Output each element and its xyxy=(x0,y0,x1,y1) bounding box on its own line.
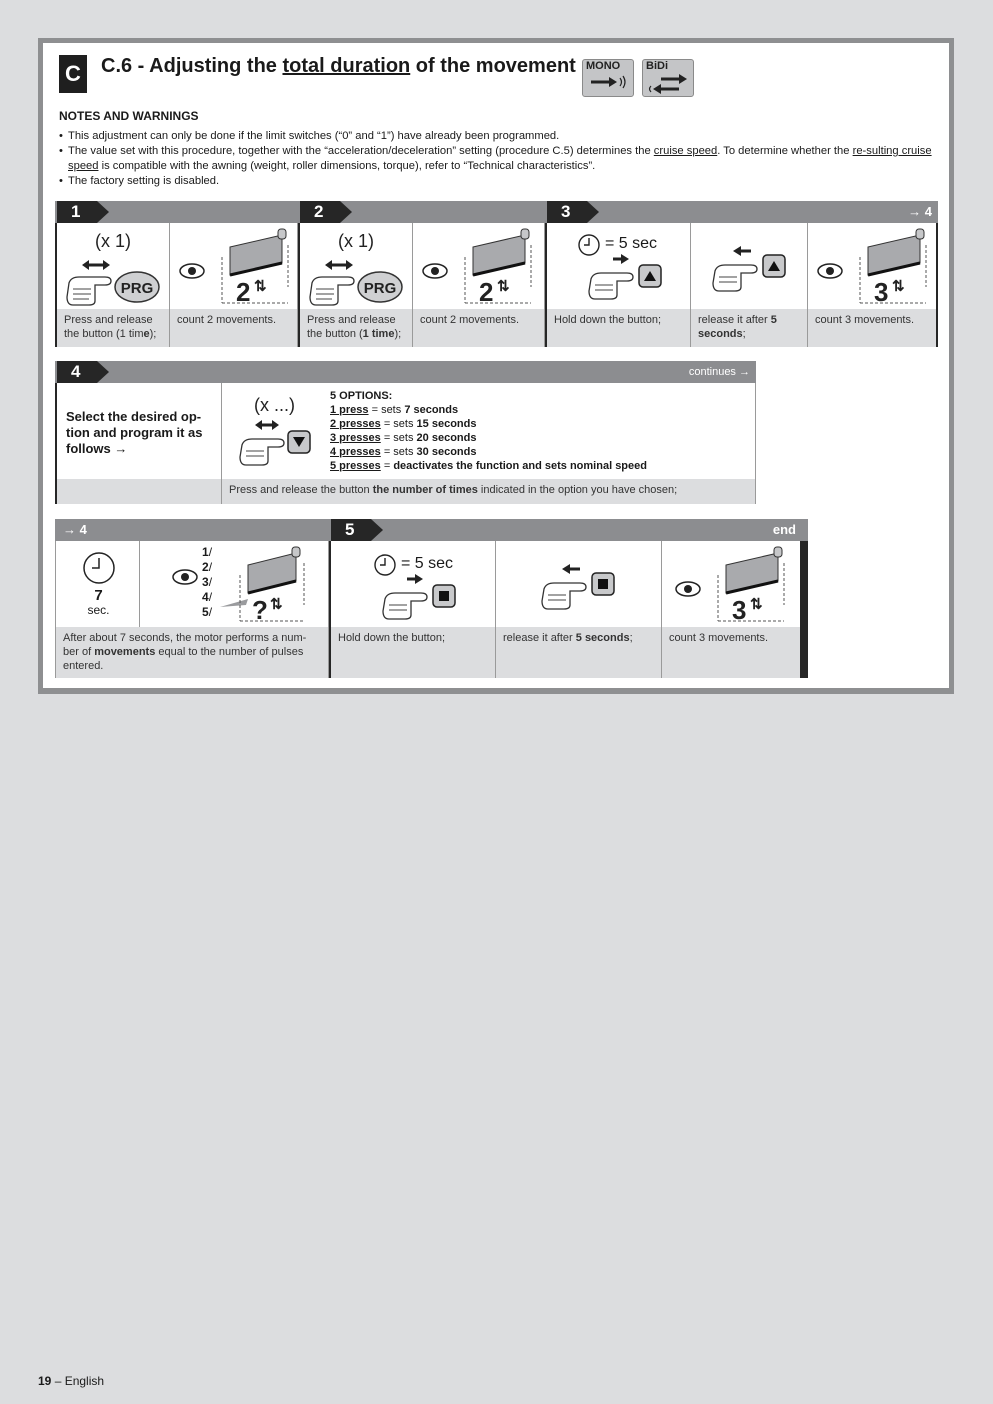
mono-label: MONO xyxy=(586,60,621,72)
hand-release-up-button-icon xyxy=(711,245,791,295)
step-1-marker: 1 xyxy=(57,201,97,223)
caption-bold: 5 seconds xyxy=(575,632,630,644)
hand-hold-up-button-icon xyxy=(587,253,667,303)
step-4-instruction: Select the desired op-tion and program it as follows → xyxy=(66,409,203,456)
step-5-marker: 5 xyxy=(331,519,371,541)
note-text: . To determine whether the xyxy=(717,145,853,157)
continues-label: continues → xyxy=(688,366,750,378)
right-rule xyxy=(936,223,938,347)
option-row xyxy=(330,445,476,459)
option-press: 4 presses xyxy=(330,446,381,458)
count-cell xyxy=(662,541,800,627)
movement-count: 3 xyxy=(874,277,889,307)
caption-text: Press and release the button ( xyxy=(307,314,396,340)
pulse-list xyxy=(202,545,212,620)
count-cell xyxy=(170,223,298,309)
caption-bold: 5 seconds xyxy=(698,314,777,340)
option-value: 30 seconds xyxy=(416,446,477,458)
step-3-marker: 3 xyxy=(547,201,587,223)
caption-text: Press and release the button xyxy=(229,484,373,496)
note-item: • The factory setting is disabled. xyxy=(59,174,945,189)
release-stop-cell xyxy=(496,541,662,627)
options-cell xyxy=(222,383,756,479)
option-press: 3 presses xyxy=(330,432,381,444)
option-value: 15 seconds xyxy=(416,418,477,430)
count-cell xyxy=(413,223,545,309)
movements-caption xyxy=(55,627,329,678)
option-mid: = sets xyxy=(380,432,417,444)
option-mid: = sets xyxy=(380,446,417,458)
caption-text: After about 7 seconds, the motor performs a num-ber of xyxy=(63,632,307,658)
resulting-cruise-speed-term: re-sulting cruise speed xyxy=(68,145,932,172)
page-number: 19 xyxy=(38,1374,52,1388)
hand-hold-stop-button-icon xyxy=(381,573,461,623)
eye-awning-icon xyxy=(674,545,792,625)
option-row xyxy=(330,459,647,473)
option-row xyxy=(330,403,458,417)
page-footer xyxy=(38,1374,104,1388)
option-row xyxy=(330,417,476,431)
steps-header xyxy=(55,201,938,223)
hold-duration-text: = 5 sec xyxy=(605,235,658,252)
page-title xyxy=(101,55,576,78)
movement-count: 2 xyxy=(236,277,251,307)
hold-up-cell xyxy=(547,223,691,309)
step-4-header xyxy=(55,361,756,383)
count-2-caption: count 2 movements. xyxy=(170,309,298,347)
hold-caption: Hold down the button; xyxy=(547,309,691,347)
bidi-signal-icon xyxy=(647,74,691,96)
option-mid: = sets xyxy=(368,404,405,416)
pulse-value: 2 xyxy=(202,560,209,574)
eye-awning-icon xyxy=(178,227,296,307)
back-to-step-4-label: → 4 xyxy=(63,522,87,537)
count-2-caption: count 2 movements. xyxy=(413,309,545,347)
option-value: deactivates the function and sets nominal speed xyxy=(393,460,647,472)
release-caption xyxy=(496,627,662,678)
hold-stop-cell xyxy=(331,541,496,627)
bidi-label: BiDi xyxy=(646,60,668,72)
caption-text: ); xyxy=(149,328,157,340)
caption-text: indicated in the option you have chosen; xyxy=(477,484,678,496)
end-label: end xyxy=(772,522,796,537)
wait-cell xyxy=(55,541,140,627)
pulse-value: 4 xyxy=(202,590,209,604)
option-value: 7 seconds xyxy=(404,404,459,416)
hold-duration: = 5 sec xyxy=(401,555,454,572)
mono-badge xyxy=(582,59,634,97)
procedure-sheet xyxy=(43,43,949,688)
release-caption xyxy=(691,309,808,347)
pulses-count-cell xyxy=(140,541,329,627)
option-press: 2 presses xyxy=(330,418,381,430)
bidi-badge xyxy=(642,59,694,97)
pulse-number: 3/ xyxy=(202,575,213,589)
title-post: of the movement xyxy=(410,55,576,77)
caption-text: ); xyxy=(394,328,402,340)
pulse-number: 1/ xyxy=(202,545,213,559)
movement-count: 3 xyxy=(732,595,747,625)
hold-caption: Hold down the button; xyxy=(331,627,496,678)
steps-1-3-panel xyxy=(55,201,938,347)
step-1-caption xyxy=(57,309,170,347)
step-5-panel xyxy=(55,519,808,678)
times-label: (x ...) xyxy=(254,395,295,415)
caption-bold: movements xyxy=(94,646,156,658)
notes-list xyxy=(59,129,945,189)
hand-press-prg-icon xyxy=(308,259,404,307)
hand-press-prg-icon xyxy=(65,259,161,307)
prg-label: PRG xyxy=(120,280,154,297)
option-press: 1 press xyxy=(330,404,369,416)
awning-unknown-count-icon xyxy=(220,545,326,625)
caption-bold: e xyxy=(143,328,150,340)
movement-count: 2 xyxy=(479,277,494,307)
caption-text: release it after xyxy=(503,632,576,644)
svg-text:⇅: ⇅ xyxy=(497,278,510,295)
release-up-cell xyxy=(691,223,808,309)
footer-language: – English xyxy=(51,1374,105,1388)
right-rule xyxy=(800,541,808,678)
caption-text: release it after xyxy=(698,314,771,326)
note-item xyxy=(59,144,945,174)
title-underlined: total duration xyxy=(282,55,411,77)
procedure-frame xyxy=(38,38,954,694)
note-text: is compatible with the awning (weight, roller dimensions, torque), refer to “Technical characteristics”. xyxy=(98,160,596,172)
wait-seconds: 7 xyxy=(94,587,103,604)
caption-text: ; xyxy=(742,328,746,340)
prg-label: PRG xyxy=(363,280,397,297)
caption-text: equal to the number of pulses entered. xyxy=(63,646,304,672)
option-mid: = xyxy=(380,460,394,472)
options-heading: 5 OPTIONS: xyxy=(330,390,393,402)
pulse-number: 5/ xyxy=(202,605,213,619)
press-prg-cell xyxy=(57,223,170,309)
hand-release-stop-button-icon xyxy=(540,563,620,613)
svg-text:⇅: ⇅ xyxy=(254,278,267,295)
caption-bold: the number of times xyxy=(372,484,478,496)
eye-awning-icon xyxy=(421,227,539,307)
caption-text: Press and release the button (1 tim xyxy=(64,314,153,340)
svg-text:⇅: ⇅ xyxy=(892,278,905,295)
next-step-label: → 4 xyxy=(908,204,932,219)
note-text: The value set with this procedure, together with the “acceleration/deceleration” setting (procedure C.5) determines the xyxy=(68,145,654,157)
step-5-header xyxy=(55,519,808,541)
times-label: (x 1) xyxy=(338,231,374,251)
option-mid: = sets xyxy=(380,418,417,430)
title-pre: C.6 - Adjusting the xyxy=(101,55,283,77)
eye-icon xyxy=(170,567,200,587)
eye-awning-icon xyxy=(816,227,934,307)
caption-bold: 1 time xyxy=(362,328,395,340)
section-letter: C xyxy=(59,55,87,93)
mono-signal-icon xyxy=(587,74,629,94)
unknown-count: ? xyxy=(252,595,268,625)
step-2-marker: 2 xyxy=(300,201,340,223)
option-row xyxy=(330,431,476,445)
caption-text: ; xyxy=(629,632,633,644)
empty-caption xyxy=(57,479,222,504)
option-press: 5 presses xyxy=(330,460,381,472)
pulse-value: 5 xyxy=(202,605,209,619)
hand-press-down-button-icon xyxy=(238,419,318,469)
pulse-number: 2/ xyxy=(202,560,213,574)
notes-heading: NOTES AND WARNINGS xyxy=(59,109,199,123)
step-2-caption xyxy=(300,309,413,347)
note-item: • This adjustment can only be done if the limit switches (“0” and “1”) have already been programmed. xyxy=(59,129,945,144)
pulse-number: 4/ xyxy=(202,590,213,604)
cruise-speed-term: cruise speed xyxy=(653,145,718,157)
hold-duration xyxy=(605,235,657,253)
svg-text:⇅: ⇅ xyxy=(750,596,763,613)
count-3-caption: count 3 movements. xyxy=(808,309,936,347)
step-4-marker: 4 xyxy=(57,361,97,383)
count-3-caption: count 3 movements. xyxy=(662,627,800,678)
option-value: 20 seconds xyxy=(416,432,477,444)
svg-text:⇅: ⇅ xyxy=(270,596,283,613)
instruction-cell xyxy=(57,383,222,479)
times-label: (x 1) xyxy=(95,231,131,251)
step-4-caption xyxy=(222,479,756,504)
clock-icon xyxy=(82,551,116,585)
pulse-value: 1 xyxy=(202,545,209,559)
pulse-value: 3 xyxy=(202,575,209,589)
wait-unit: sec. xyxy=(87,603,110,617)
count-cell xyxy=(808,223,936,309)
press-prg-cell xyxy=(300,223,413,309)
step-4-panel xyxy=(55,361,756,504)
